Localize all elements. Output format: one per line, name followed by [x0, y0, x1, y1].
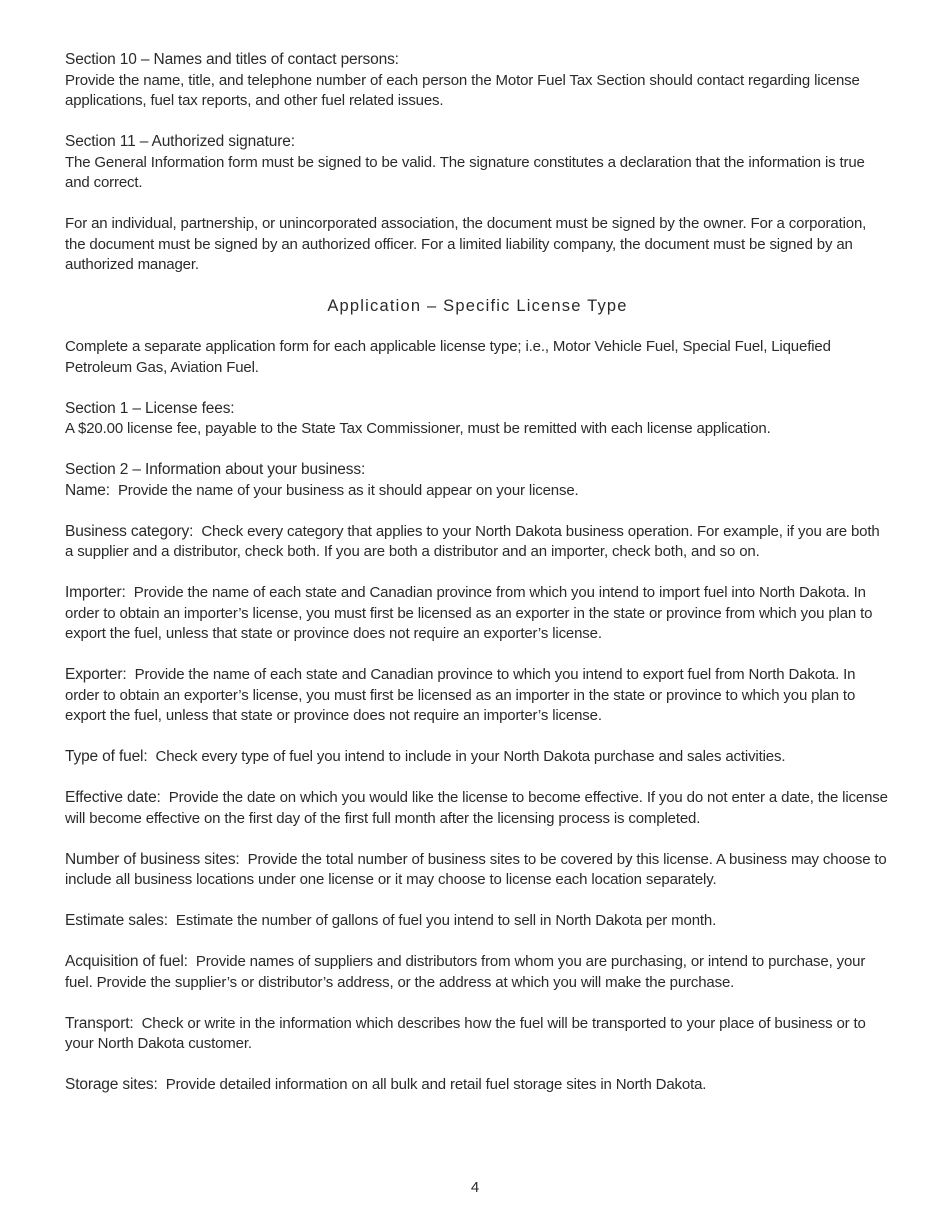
importer-label: Importer: — [65, 584, 126, 601]
type-of-fuel-body: Check every type of fuel you intend to include in your North Dakota purchase and sales activities. — [155, 748, 786, 765]
acquisition-body: Provide names of suppliers and distributors from whom you are purchasing, or intend to purchase, your fuel. Provide the supplier’s or distributor’s address, or the address at which you will make the purchase. — [65, 953, 866, 991]
application-intro: Complete a separate application form for each applicable license type; i.e., Motor Vehicle Fuel, Special Fuel, Liquefied Petroleum Gas, Aviation Fuel. — [65, 338, 831, 376]
section-11 — [65, 132, 890, 194]
page-number: 4 — [470, 1179, 480, 1196]
acquisition-paragraph — [65, 952, 890, 993]
section-2-heading: Section 2 – Information about your business: — [65, 461, 366, 478]
business-sites-label: Number of business sites: — [65, 850, 240, 868]
business-sites-body: Provide the total number of business sites to be covered by this license. A business may choose to include all business locations under one license or it may choose to license each location separately. — [65, 850, 887, 888]
importer-body: Provide the name of each state and Canadian province from which you intend to import fuel into North Dakota. In order to obtain an importer’s license, you must first be licensed as an exporter in the state or province from which you plan to export the fuel, unless that state or province does not require an exporter’s license. — [65, 584, 873, 642]
business-category-paragraph — [65, 522, 890, 563]
business-category-body: Check every category that applies to your North Dakota business operation. For example, if you are both a supplier and a distributor, check both. If you are both a distributor and an importer, check both, and so on. — [65, 522, 880, 560]
transport-label: Transport: — [65, 1014, 134, 1032]
application-title: Application – Specific License Type — [327, 297, 628, 315]
exporter-label: Exporter: — [65, 666, 127, 683]
section-10-body: Provide the name, title, and telephone number of each person the Motor Fuel Tax Section should contact regarding license applications, fuel tax reports, and other fuel related issues. — [65, 71, 860, 109]
document-page — [65, 50, 890, 1116]
type-of-fuel-label: Type of fuel: — [65, 748, 148, 765]
exporter-body: Provide the name of each state and Canadian province to which you intend to export fuel from North Dakota. In order to obtain an exporter’s license, you must first be licensed as an importer in the state or province to which you plan to export the fuel, unless that state or province does not require an importer’s license. — [65, 666, 856, 724]
storage-sites-label: Storage sites: — [65, 1076, 158, 1093]
business-category-label: Business category: — [65, 522, 194, 540]
importer-paragraph — [65, 583, 890, 645]
estimate-sales-label: Estimate sales: — [65, 912, 168, 929]
section-2 — [65, 460, 890, 501]
section-10 — [65, 50, 890, 112]
exporter-paragraph — [65, 665, 890, 727]
section-11-signers: For an individual, partnership, or unincorporated association, the document must be signed by the owner. For a corporation, the document must be signed by an authorized officer. For a limited liability company, the document must be signed by an authorized manager. — [65, 215, 867, 273]
acquisition-label: Acquisition of fuel: — [65, 953, 188, 970]
storage-sites-body: Provide detailed information on all bulk and retail fuel storage sites in North Dakota. — [165, 1076, 707, 1093]
section-11-body: The General Information form must be signed to be valid. The signature constitutes a declaration that the information is true and correct. — [65, 153, 865, 191]
type-of-fuel-paragraph — [65, 747, 890, 768]
business-sites-paragraph — [65, 850, 890, 891]
estimate-sales-paragraph — [65, 911, 890, 932]
effective-date-paragraph — [65, 788, 890, 829]
transport-body: Check or write in the information which describes how the fuel will be transported to your place of business or to your North Dakota customer. — [65, 1014, 866, 1052]
estimate-sales-body: Estimate the number of gallons of fuel you intend to sell in North Dakota per month. — [175, 912, 717, 929]
section-1-heading: Section 1 – License fees: — [65, 399, 235, 417]
section-1 — [65, 399, 890, 440]
effective-date-label: Effective date: — [65, 789, 161, 806]
effective-date-body: Provide the date on which you would like the license to become effective. If you do not enter a date, the license will become effective on the first day of the first full month after the licensing process is completed. — [65, 789, 888, 827]
section-10-heading: Section 10 – Names and titles of contact persons: — [65, 51, 399, 68]
transport-paragraph — [65, 1014, 890, 1055]
section-1-body: A $20.00 license fee, payable to the State Tax Commissioner, must be remitted with each license application. — [65, 420, 771, 437]
storage-sites-paragraph — [65, 1075, 890, 1096]
name-label: Name: — [65, 481, 110, 499]
name-body: Provide the name of your business as it should appear on your license. — [117, 481, 579, 499]
section-11-heading: Section 11 – Authorized signature: — [65, 133, 295, 150]
